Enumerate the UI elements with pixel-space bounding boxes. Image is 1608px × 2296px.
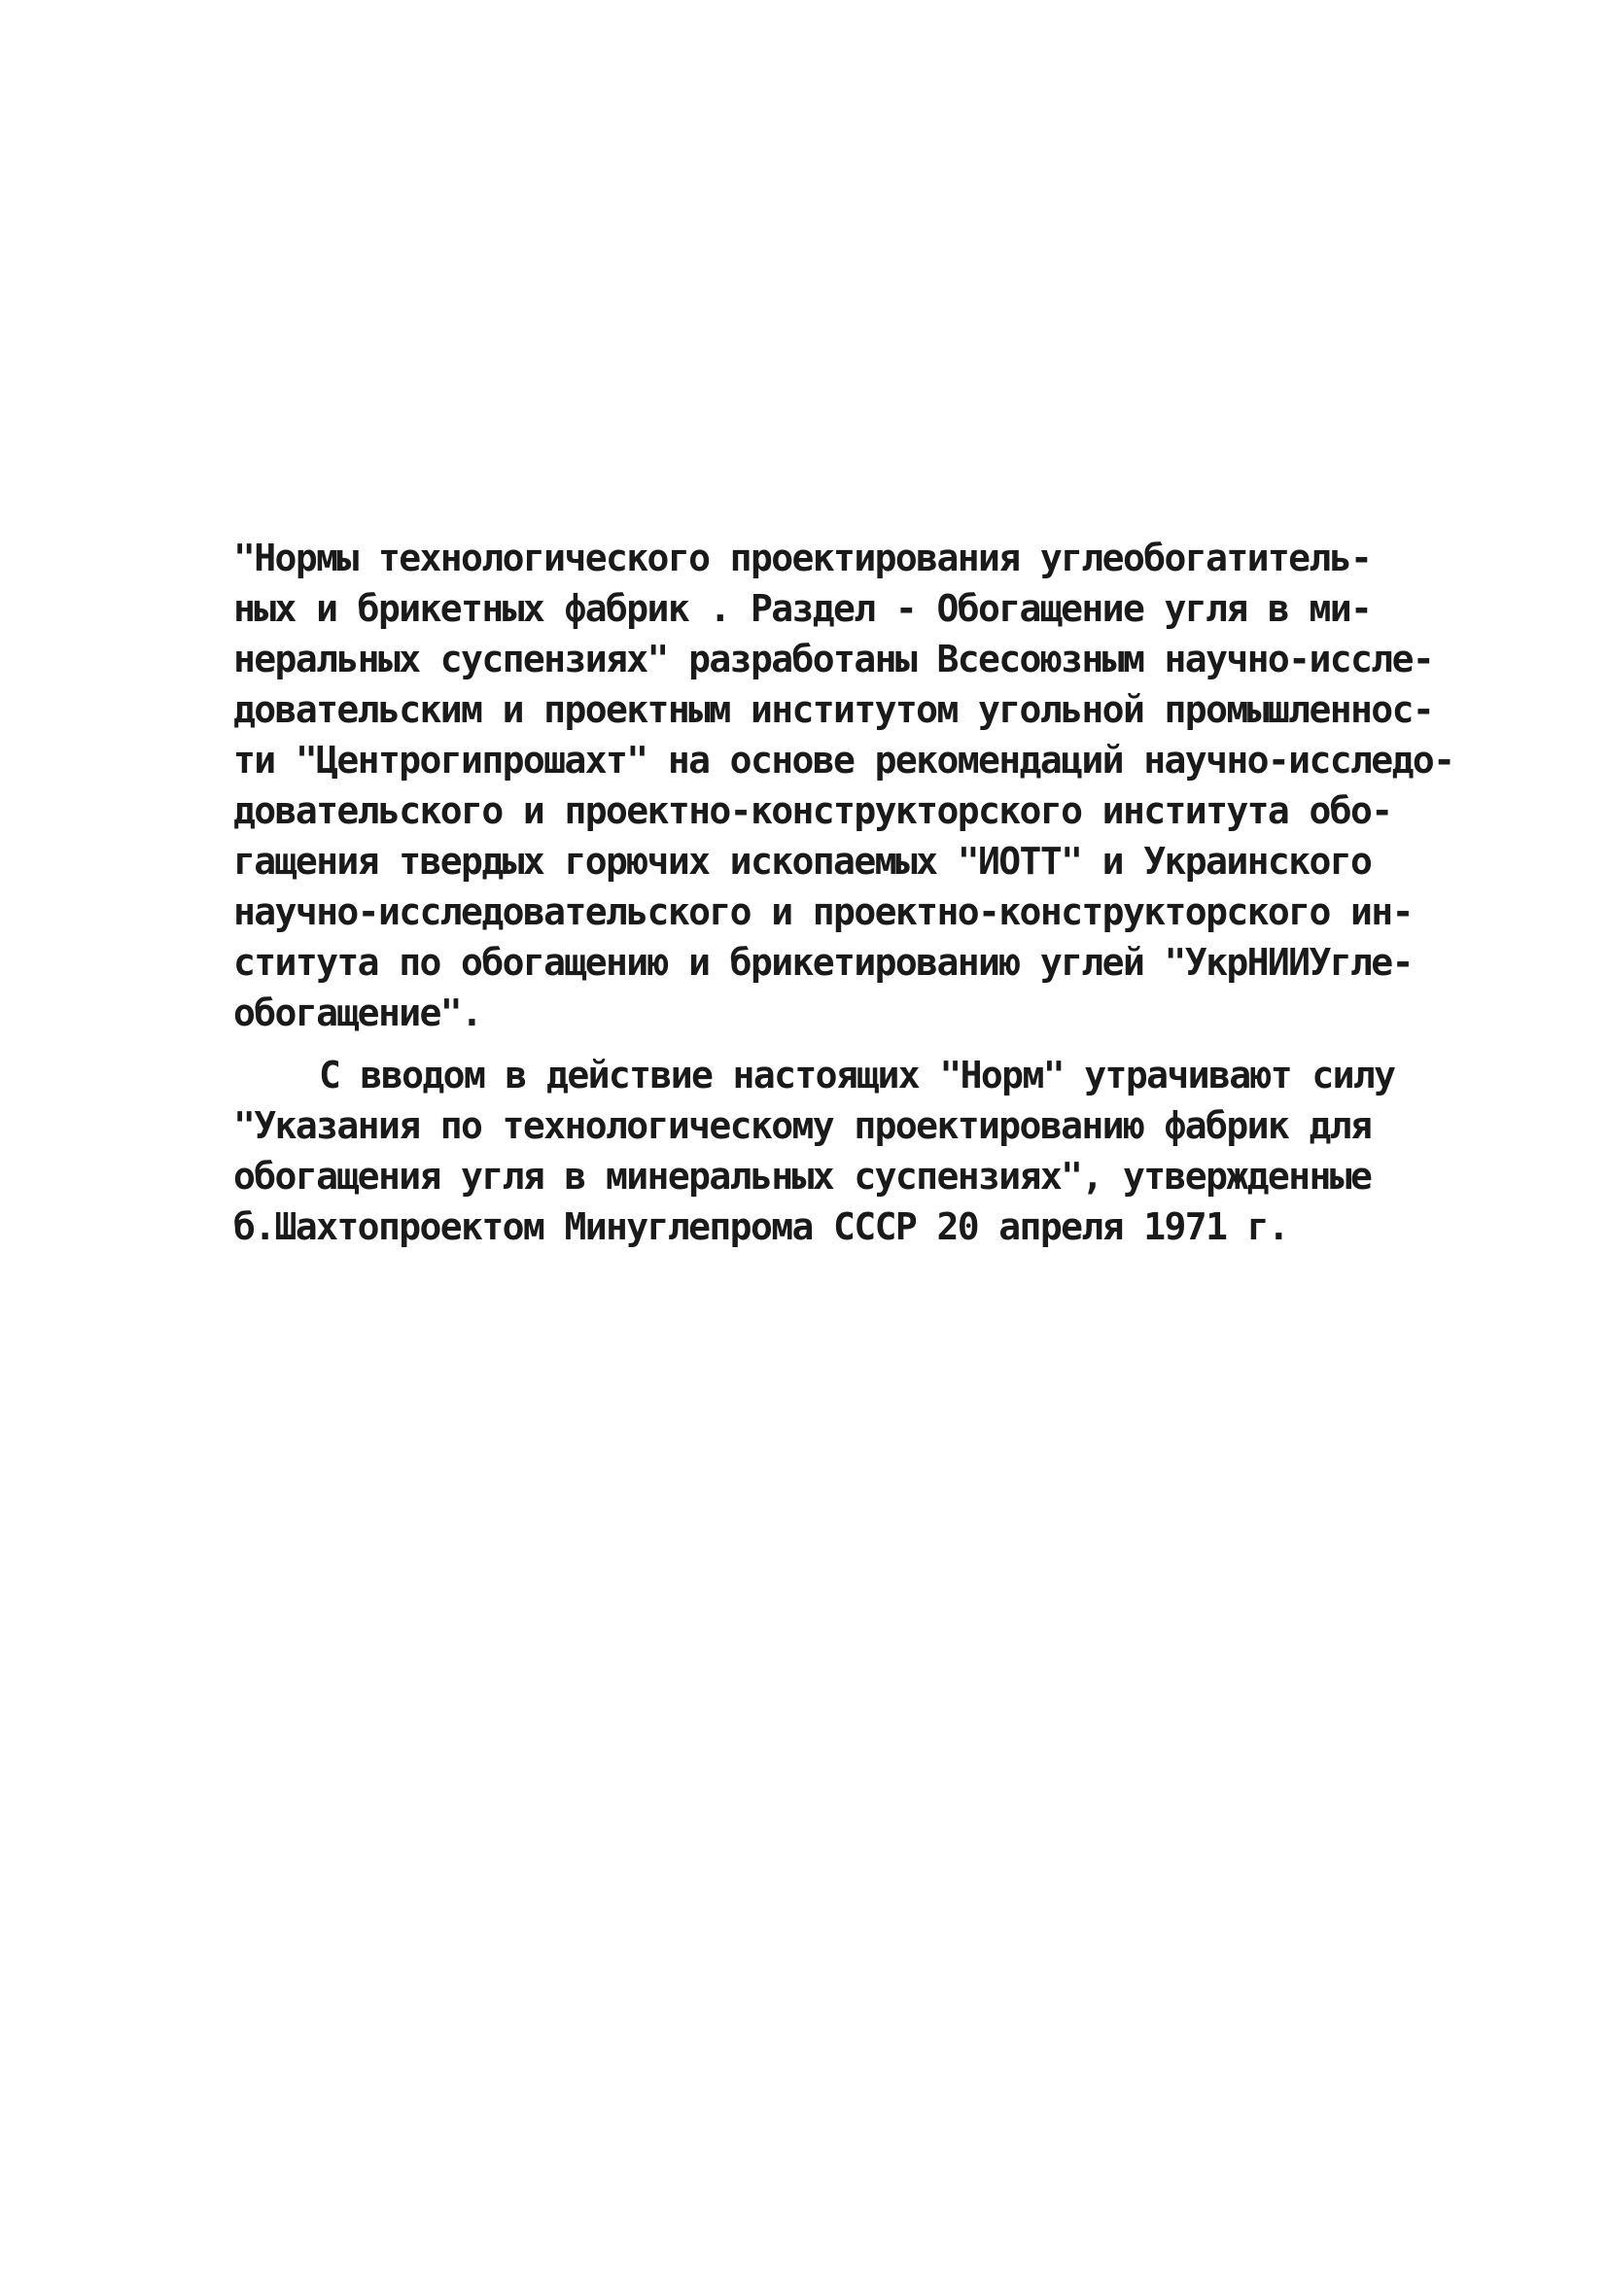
text-line: обогащение". xyxy=(233,991,482,1034)
text-line: ных и брикетных фабрик . Раздел - Обогащение угля в ми- xyxy=(233,587,1372,630)
text-line: "Нормы технологического проектирования углеобогатитель- xyxy=(233,537,1372,579)
text-line: довательского и проектно-конструкторского института обо- xyxy=(233,789,1392,832)
text-line: научно-исследовательского и проектно-конструкторского ин- xyxy=(233,890,1413,933)
text-line: довательским и проектным институтом угольной промышленнос- xyxy=(233,688,1434,731)
text-line: С вводом в действие настоящих "Норм" утрачивают силу xyxy=(319,1054,1395,1096)
text-line: б.Шахтопроектом Минуглепрома СССР 20 апреля 1971 г. xyxy=(233,1205,1289,1248)
text-line: обогащения угля в минеральных суспензиях", утвержденные xyxy=(233,1155,1372,1198)
text-line: ти "Центрогипрошахт" на основе рекомендаций научно-исследо- xyxy=(233,739,1454,782)
text-line: неральных суспензиях" разработаны Всесоюзным научно-иссле- xyxy=(233,638,1434,680)
document-body xyxy=(233,533,1454,1252)
text-line: гащения твердых горючих ископаемых "ИОТТ" и Украинского xyxy=(233,840,1372,883)
paragraph-intro xyxy=(233,533,1454,1038)
text-line: "Указания по технологическому проектированию фабрик для xyxy=(233,1104,1372,1147)
paragraph-supersession xyxy=(233,1050,1400,1252)
text-line: ститута по обогащению и брикетированию углей "УкрНИИУгле- xyxy=(233,941,1413,984)
paragraph-spacer xyxy=(233,1038,1400,1050)
